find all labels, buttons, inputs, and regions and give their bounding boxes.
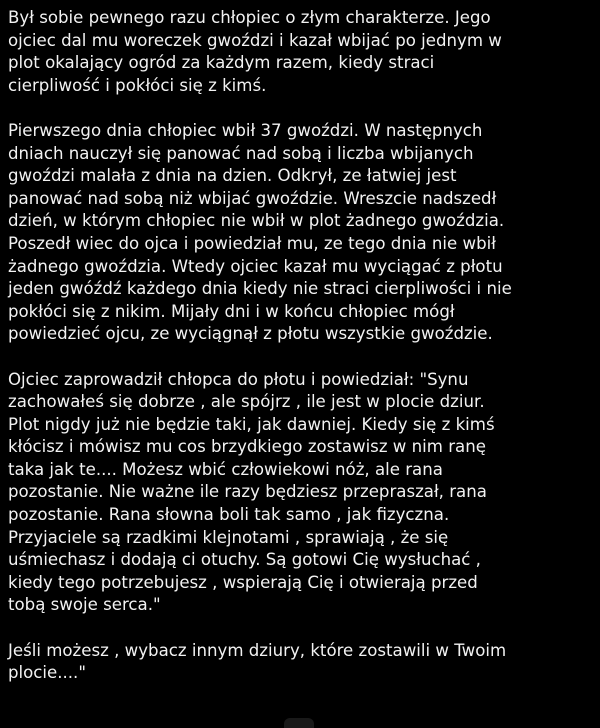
text-line: Plot nigdy już nie będzie taki, jak dawniej. Kiedy się z kimś (8, 414, 495, 434)
text-line: taka jak te.... Możesz wbić człowiekowi nóż, ale rana (8, 459, 443, 479)
text-line: dniach nauczył się panować nad sobą i liczba wbijanych (8, 143, 474, 163)
text-line: panować nad sobą niż wbijać gwoździe. Wreszcie nadszedł (8, 188, 497, 208)
text-line: plot okalający ogród za każdym razem, kiedy straci (8, 53, 435, 73)
text-line: tobą swoje serca." (8, 595, 161, 615)
text-line: dzień, w którym chłopiec nie wbił w plot żadnego gwoździa. (8, 211, 505, 231)
text-line: Był sobie pewnego razu chłopiec o złym charakterze. Jego (8, 8, 491, 27)
text-line: Jeśli możesz , wybacz innym dziury, które zostawili w Twoim (8, 640, 507, 660)
paragraph-1 (8, 7, 596, 97)
text-line: uśmiechasz i dodają ci otuchy. Są gotowi Cię wysłuchać , (8, 550, 481, 570)
text-line: Przyjaciele są rzadkimi klejnotami , sprawiają , że się (8, 527, 449, 547)
text-line: kiedy tego potrzebujesz , wspierają Cię i otwierają przed (8, 572, 478, 592)
text-line: Pierwszego dnia chłopiec wbił 37 gwoździ. W następnych (8, 120, 483, 140)
paragraph-2 (8, 120, 596, 346)
text-line: powiedzieć ojcu, ze wyciągnął z płotu wszystkie gwoździe. (8, 324, 493, 344)
text-line: pozostanie. Rana słowna boli tak samo , jak fizyczna. (8, 505, 450, 525)
paragraph-3 (8, 369, 596, 618)
text-line: zachowałeś się dobrze , ale spójrz , ile jest w plocie dziur. (8, 392, 485, 412)
story-text (8, 7, 596, 707)
text-line: Poszedł wiec do ojca i powiedział mu, ze tego dnia nie wbił (8, 233, 496, 253)
text-line: żadnego gwoździa. Wtedy ojciec kazał mu wyciągać z płotu (8, 256, 503, 276)
text-line: cierpliwość i pokłóci się z kimś. (8, 75, 267, 95)
text-line: pokłóci się z nikim. Mijały dni i w końcu chłopiec mógł (8, 301, 455, 321)
paragraph-4 (8, 640, 596, 685)
text-line: Ojciec zaprowadził chłopca do płotu i powiedział: "Synu (8, 369, 469, 389)
text-line: kłócisz i mówisz mu cos brzydkiego zostawisz w nim ranę (8, 437, 486, 457)
text-line: pozostanie. Nie ważne ile razy będziesz przepraszał, rana (8, 482, 487, 502)
text-line: jeden gwóźdź każdego dnia kiedy nie straci cierpliwości i nie (8, 279, 512, 299)
watermark-mark (284, 718, 314, 728)
text-line: gwoździ malała z dnia na dzien. Odkrył, ze łatwiej jest (8, 166, 457, 186)
text-line: ojciec dal mu woreczek gwoździ i kazał wbijać po jednym w (8, 30, 502, 50)
text-line: plocie...." (8, 663, 86, 683)
